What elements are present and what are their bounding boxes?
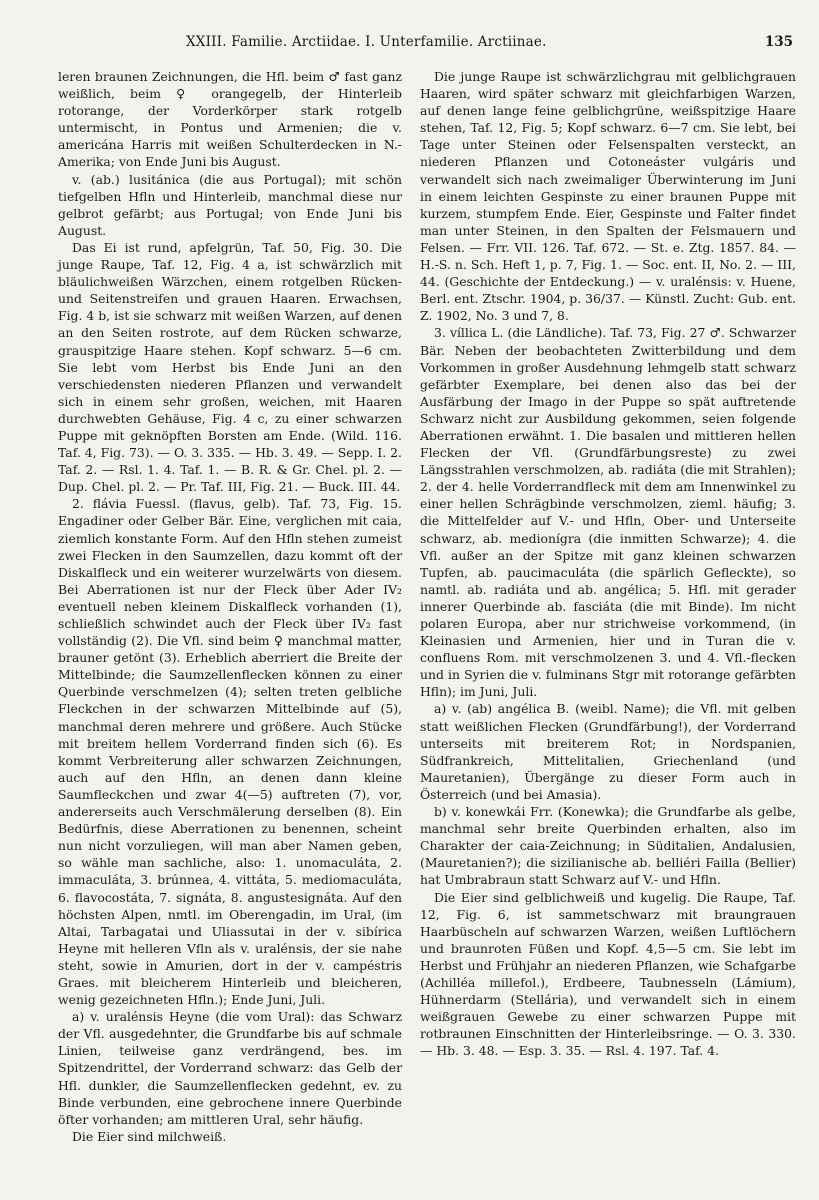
paragraph: Die Eier sind milchweiß. bbox=[72, 1128, 227, 1144]
paragraph: v. (ab.) lusitánica (die aus Portugal); mit schön tiefgelben Hfln und Hinterleib, manchmal diese nur gelbrot gefärbt; aus Portugal; von Ende Juni bis August. bbox=[58, 171, 402, 238]
paragraph: leren braunen Zeichnungen, die Hfl. beim ♂ fast ganz weißlich, beim ♀ orangegelb, der Hinterleib rotorange, der Vorderkörper stark rotgelb untermischt, in Pontus und Armenien; die v. americána Harris mit weißen Schulterdecken in N.-Amerika; von Ende Juni bis August. bbox=[58, 69, 402, 170]
paragraph: Das Ei ist rund, apfelgrün, Taf. 50, Fig. 30. Die junge Raupe, Taf. 12, Fig. 4 a, ist schwärzlich mit bläulichweißen Wärzchen, einem rotgelben Rücken- und Seitenstreifen und grauen Haaren. Erwachsen, Fig. 4 b, ist sie schwarz mit weißen Warzen, auf denen an den Seiten rostrote, auf dem Rücken schwarze, grauspitzige Haare stehen. Kopf schwarz. 5—6 cm. Sie lebt vom Herbst bis Ende Juni an den verschiedensten niederen Pflanzen und verwandelt sich in einem sehr großen, weichen, mit Haaren durchwebten Gehäuse, Fig. 4 c, zu einer schwarzen Puppe mit geknöpften Borsten am Ende. (Wild. 116. Taf. 4, Fig. 73). — O. 3. 335. — Hb. 3. 49. — Sepp. I. 2. Taf. 2. — Rsl. 1. 4. Taf. 1. — B. R. & Gr. Chel. pl. 2. — Dup. Chel. pl. 2. — Pr. Taf. III, Fig. 21. — Buck. III. 44. bbox=[58, 239, 402, 495]
running-title: XXIII. Familie. Arctiidae. I. Unterfamilie. Arctiinae. bbox=[186, 34, 547, 50]
right-column bbox=[420, 68, 796, 1059]
paragraph: a) v. uralénsis Heyne (die vom Ural): das Schwarz der Vfl. ausgedehnter, die Grundfarbe bis auf schmale Linien, teilweise ganz verdrängend, bes. im Spitzendrittel, der Vorderrand schwarz: das Gelb der Hfl. dunkler, die Saumzellenflecken gedehnt, ev. zu Binde verbunden, eine gebrochene innere Querbinde öfter vorhanden; am mittleren Ural, sehr häufig. bbox=[58, 1009, 402, 1127]
paragraph: b) v. konewkái Frr. (Konewka); die Grundfarbe als gelbe, manchmal sehr breite Querbinden erhalten, also im Charakter der caia-Zeichnung; in Süditalien, Andalusien, (Mauretanien?); die sizilianische ab. belliéri Failla (Bellier) hat Umbrabraun statt Schwarz auf V.- und Hfln. bbox=[420, 804, 796, 888]
paragraph: 2. flávia Fuessl. (flavus, gelb). Taf. 73, Fig. 15. Engadiner oder Gelber Bär. Eine, verglichen mit caia, ziemlich konstante Form. Auf den Hfln stehen zumeist zwei Flecken in den Saumzellen, dazu kommt oft der Diskalfleck und ein weiterer wurzelwärts von diesem. Bei Aberrationen ist nur der Fleck über Ader IV₂ eventuell neben kleinem Diskalfleck vorhanden (1), schließlich schwindet auch der Fleck über IV₂ fast vollständig (2). Die Vfl. sind beim ♀ manchmal matter, brauner getönt (3). Erheblich aberriert die Breite der Mittelbinde; die Saumzellenflecken können zu einer Querbinde verschmelzen (4); selten treten gelbliche Fleckchen in der schwarzen Mittelbinde auf (5), manchmal deren mehrere und größere. Auch Stücke mit breitem hellem Vorderrand finden sich (6). Es kommt Verbreiterung aller schwarzen Zeichnungen, auch auf den Hfln, an denen dann kleine Saumfleckchen und zwar 4(—5) auftreten (7), vor, andererseits auch Verschmälerung derselben (8). Ein Bedürfnis, diese Aberrationen zu benennen, scheint nun nicht vorzuliegen, will man aber Namen geben, so wähle man sachliche, also: 1. unomaculáta, 2. immaculáta, 3. brúnnea, 4. vittáta, 5. mediomaculáta, 6. flavocostáta, 7. signáta, 8. angustesignáta. Auf den höchsten Alpen, nmtl. im Oberengadin, im Ural, (im Altai, Tarbagatai und Uliassutai in der v. sibírica Heyne mit helleren Vfln als v. uralénsis, der sie nahe steht, sowie in Amurien, dort in der v. campéstris Graes. mit bleicherem Hinterleib und bleicheren, wenig gezeichneten Hfln.); Ende Juni, Juli. bbox=[58, 496, 402, 1008]
page-number: 135 bbox=[764, 34, 793, 50]
paragraph: a) v. (ab) angélica B. (weibl. Name); die Vfl. mit gelben statt weißlichen Flecken (Grundfärbung!), der Vorderrand unterseits mit breiterem Rot; in Nordspanien, Südfrankreich, Mittelitalien, Griechenland (und Mauretanien), Übergänge zu dieser Form auch in Österreich (und bei Amasia). bbox=[420, 701, 796, 802]
page-header bbox=[56, 34, 793, 54]
paragraph: Die Eier sind gelblichweiß und kugelig. Die Raupe, Taf. 12, Fig. 6, ist sammetschwarz mit braungrauen Haarbüscheln auf schwarzen Warzen, weißen Luftlöchern und braunroten Füßen und Kopf. 4,5—5 cm. Sie lebt im Herbst und Frühjahr an niederen Pflanzen, wie Schafgarbe (Achilléa millefol.), Erdbeere, Taubnesseln (Lámium), Hühnerdarm (Stellária), und verwandelt sich in einem weißgrauen Gewebe zu einer schwarzen Puppe mit rotbraunen Einschnitten der Hinterleibsringe. — O. 3. 330. — Hb. 3. 48. — Esp. 3. 35. — Rsl. 4. 197. Taf. 4. bbox=[420, 889, 796, 1059]
paragraph: Die junge Raupe ist schwärzlichgrau mit gelblichgrauen Haaren, wird später schwarz mit gleichfarbigen Warzen, auf denen lange feine gelblichgrüne, weißspitzige Haare stehen, Taf. 12, Fig. 5; Kopf schwarz. 6—7 cm. Sie lebt, bei Tage unter Steinen oder Felsenspalten versteckt, an niederen Pflanzen und Cotoneáster vulgáris und verwandelt sich nach zweimaliger Überwinterung im Juni in einem leichten Gespinste zu einer braunen Puppe mit kurzem, stumpfem Ende. Eier, Gespinste und Falter findet man unter Steinen, in den Spalten der Felsmauern und Felsen. — Frr. VII. 126. Taf. 672. — St. e. Ztg. 1857. 84. — H.-S. n. Sch. Heft 1, p. 7, Fig. 1. — Soc. ent. II, No. 2. — III, 44. (Geschichte der Entdeckung.) — v. uralénsis: v. Huene, Berl. ent. Ztschr. 1904, p. 36/37. — Künstl. Zucht: Gub. ent. Z. 1902, No. 3 und 7, 8. bbox=[420, 69, 796, 324]
left-column bbox=[58, 68, 402, 1145]
paragraph: 3. víllica L. (die Ländliche). Taf. 73, Fig. 27 ♂. Schwarzer Bär. Neben der beobachteten Zwitterbildung und dem Vorkommen in großer Ausdehnung lehmgelb statt schwarz gefärbter Exemplare, bei denen also das bei der Ausfärbung der Imago in der Puppe so spät auftretende Schwarz nicht zur Ausbildung gekommen, seien folgende Aberrationen erwähnt. 1. Die basalen und mittleren hellen Flecken der Vfl. (Grundfärbungsreste) zu zwei Längsstrahlen verschmolzen, ab. radiáta (die mit Strahlen); 2. der 4. helle Vorderrandfleck mit dem am Innenwinkel zu einer hellen Schrägbinde verschmolzen, zieml. häufig; 3. die Mittelfelder auf V.- und Hfln, Ober- und Unterseite schwarz, ab. medionígra (die inmitten Schwarze); 4. die Vfl. außer an der Spitze mit ganz kleinen schwarzen Tupfen, ab. paucimaculáta (die spärlich Gefleckte), so namtl. ab. radiáta und ab. angélica; 5. Hfl. mit gerader innerer Querbinde ab. fasciáta (die mit Binde). Im nicht polaren Europa, aber nur strichweise vorkommend, (in Kleinasien und Armenien, hier und in Turan die v. confluens Rom. mit verschmolzenen 3. und 4. Vfl.-flecken und in Syrien die v. fulminans Stgr mit rotorange gefärbten Hfln); im Juni, Juli. bbox=[420, 325, 796, 700]
